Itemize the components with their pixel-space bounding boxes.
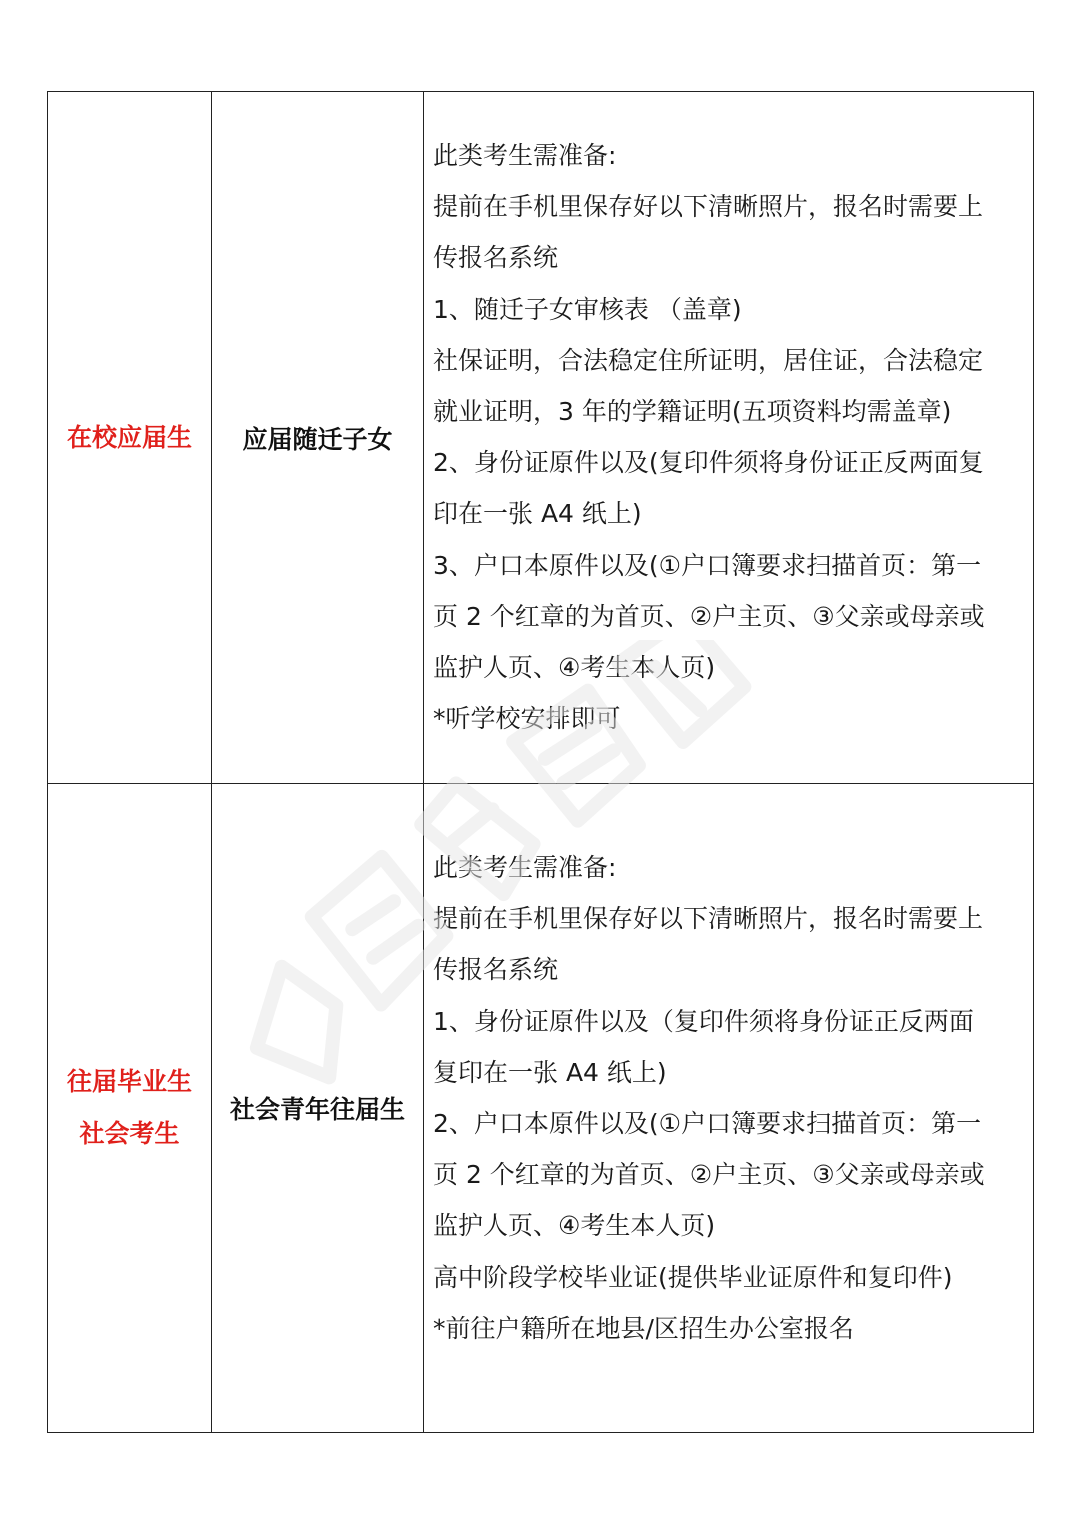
requirements-list <box>433 842 985 1354</box>
requirement-line: 此类考生需准备: <box>433 141 617 170</box>
subcategory-label: 应届随迁子女 <box>242 424 393 454</box>
requirement-line: 此类考生需准备: <box>433 853 617 882</box>
subcategory-label: 社会青年往届生 <box>229 1095 405 1124</box>
table-row <box>48 92 1033 784</box>
category-label: 社会考生 <box>79 1119 180 1148</box>
requirement-line: 页 2 个红章的为首页、②户主页、③父亲或母亲或 <box>433 1160 985 1190</box>
requirement-line: 1、随迁子女审核表 （盖章) <box>433 294 742 324</box>
table-row <box>48 784 1033 1432</box>
requirement-line: 复印在一张 A4 纸上) <box>433 1057 667 1087</box>
category-label: 在校应届生 <box>66 422 192 452</box>
requirement-line: 3、户口本原件以及(①户口簿要求扫描首页：第一 <box>433 550 982 580</box>
subcategory-cell <box>212 92 424 783</box>
requirement-line: *前往户籍所在地县/区招生办公室报名 <box>433 1313 854 1343</box>
requirements-cell <box>424 784 1035 1432</box>
requirements-table <box>47 91 1034 1433</box>
requirements-list <box>433 130 985 744</box>
requirements-cell <box>424 92 1035 783</box>
category-label: 往届毕业生 <box>66 1067 192 1096</box>
requirement-line: 监护人页、④考生本人页) <box>433 653 716 683</box>
requirement-line: 2、户口本原件以及(①户口簿要求扫描首页：第一 <box>433 1109 982 1139</box>
requirement-line: 1、身份证原件以及（复印件须将身份证正反两面 <box>433 1006 974 1036</box>
requirement-line: 页 2 个红章的为首页、②户主页、③父亲或母亲或 <box>433 601 985 631</box>
requirement-line: *听学校安排即可 <box>433 704 621 734</box>
requirement-line: 传报名系统 <box>433 955 559 985</box>
requirement-line: 提前在手机里保存好以下清晰照片，报名时需要上 <box>433 904 984 934</box>
requirement-line: 高中阶段学校毕业证(提供毕业证原件和复印件) <box>433 1262 953 1292</box>
requirement-line: 印在一张 A4 纸上) <box>433 499 642 529</box>
category-cell <box>48 92 212 783</box>
subcategory-cell <box>212 784 424 1432</box>
requirement-line: 就业证明，3 年的学籍证明(五项资料均需盖章) <box>433 397 952 427</box>
category-cell <box>48 784 212 1432</box>
requirement-line: 2、身份证原件以及(复印件须将身份证正反两面复 <box>433 448 984 478</box>
requirement-line: 提前在手机里保存好以下清晰照片，报名时需要上 <box>433 192 984 222</box>
requirement-line: 社保证明，合法稳定住所证明，居住证，合法稳定 <box>433 345 984 375</box>
requirement-line: 传报名系统 <box>433 243 559 273</box>
requirement-line: 监护人页、④考生本人页) <box>433 1211 716 1241</box>
